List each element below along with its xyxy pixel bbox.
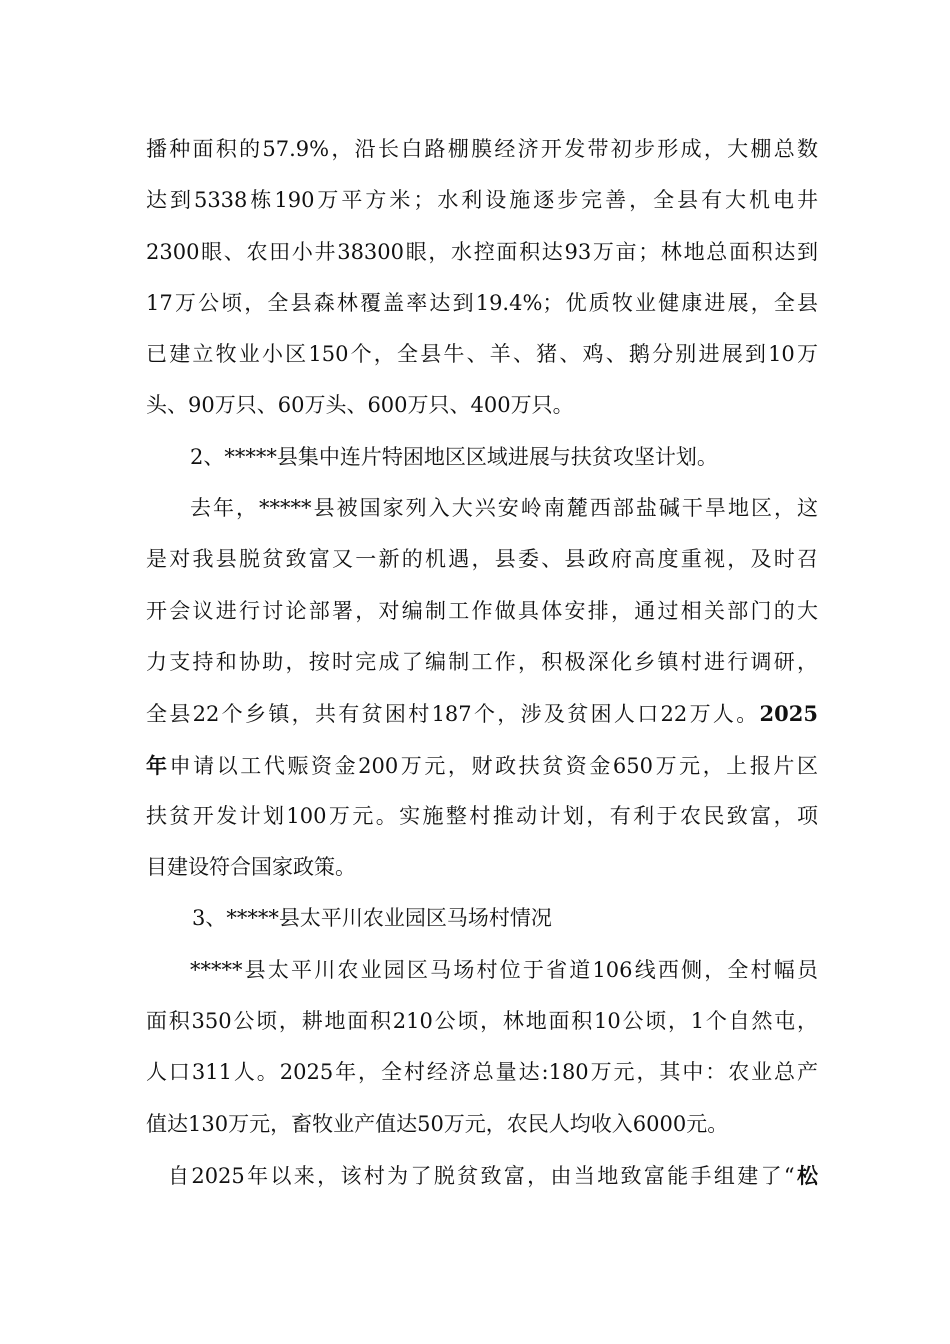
paragraph-line: 是对我县脱贫致富又一新的机遇，县委、县政府高度重视，及时召 bbox=[146, 547, 818, 572]
paragraph-line-text: 全县22个乡镇，共有贫困村187个，涉及贫困人口22万人。 bbox=[146, 702, 760, 727]
paragraph-line bbox=[146, 740, 818, 791]
paragraph-line-text: 自2025年以来，该村为了脱贫致富，由当地致富能手组建了“ bbox=[168, 1163, 795, 1188]
paragraph-line: 面积350公顷，耕地面积210公顷，林地面积10公顷，1个自然屯， bbox=[146, 1009, 818, 1034]
paragraph-line: 目建设符合国家政策。 bbox=[146, 855, 356, 880]
bold-tail: 松 bbox=[794, 1162, 818, 1188]
paragraph-line: 已建立牧业小区150个，全县牛、羊、猪、鸡、鹅分别进展到10万 bbox=[146, 342, 818, 367]
paragraph-line: 头、90万只、60万头、600万只、400万只。 bbox=[146, 393, 574, 418]
bold-year-suffix: 年 bbox=[146, 752, 170, 778]
document-body bbox=[146, 124, 818, 1201]
paragraph-line: 播种面积的57.9%，沿长白路棚膜经济开发带初步形成，大棚总数 bbox=[146, 137, 818, 161]
bold-year: 2025 bbox=[759, 701, 818, 727]
section-heading: 3、*****县太平川农业园区马场村情况 bbox=[192, 906, 552, 931]
paragraph-line: 扶贫开发计划100万元。实施整村推动计划，有利于农民致富，项 bbox=[146, 803, 818, 828]
paragraph-line: 2300眼、农田小井38300眼，水控面积达93万亩；林地总面积达到 bbox=[146, 239, 818, 264]
paragraph-line: 17万公顷，全县森林覆盖率达到19.4%；优质牧业健康进展，全县 bbox=[146, 290, 818, 315]
paragraph-line: 值达130万元，畜牧业产值达50万元，农民人均收入6000元。 bbox=[146, 1111, 729, 1136]
paragraph-line bbox=[146, 1150, 818, 1201]
paragraph-line bbox=[146, 688, 818, 739]
paragraph-line-text: 申请以工代赈资金200万元，财政扶贫资金650万元，上报片区 bbox=[169, 753, 818, 778]
paragraph-line: 开会议进行讨论部署，对编制工作做具体安排，通过相关部门的大 bbox=[146, 598, 818, 623]
paragraph-line: 人口311人。2025年，全村经济总量达:180万元，其中：农业总产 bbox=[146, 1060, 818, 1085]
section-heading: 2、*****县集中连片特困地区区域进展与扶贫攻坚计划。 bbox=[190, 444, 718, 469]
paragraph-line: 达到5338栋190万平方米；水利设施逐步完善，全县有大机电井 bbox=[146, 188, 818, 213]
paragraph-line: *****县太平川农业园区马场村位于省道106线西侧，全村幅员 bbox=[190, 957, 818, 982]
paragraph-line: 去年，*****县被国家列入大兴安岭南麓西部盐碱干旱地区，这 bbox=[190, 496, 818, 521]
paragraph-line: 力支持和协助，按时完成了编制工作，积极深化乡镇村进行调研， bbox=[146, 649, 818, 674]
